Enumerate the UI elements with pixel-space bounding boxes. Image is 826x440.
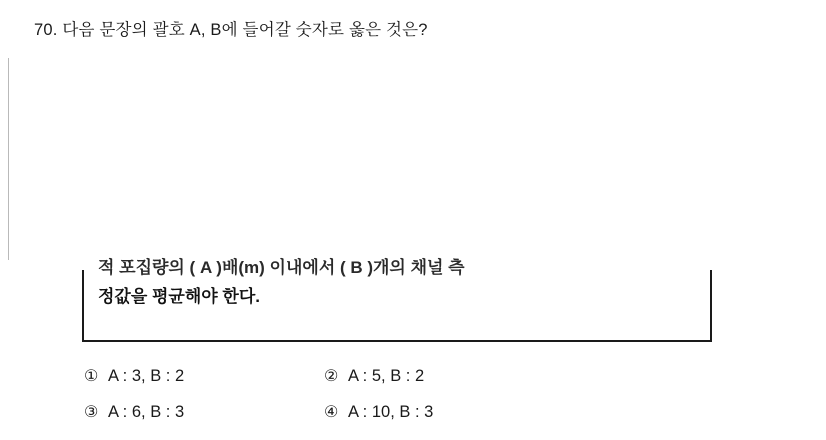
choice-marker-3-icon: ③ <box>84 404 99 421</box>
answer-choices <box>84 358 724 430</box>
statement-box-content <box>98 258 698 312</box>
choice-marker-4-icon: ④ <box>324 404 339 421</box>
choice-marker-1-icon: ① <box>84 368 99 385</box>
page-left-rule <box>8 58 9 260</box>
statement-line-1-text: 적 포집량의 ( A )배(m) 이내에서 ( B )개의 채널 측 <box>98 258 465 277</box>
question-stem: 70. 다음 문장의 괄호 A, B에 들어갈 숫자로 옳은 것은? <box>34 21 428 39</box>
choice-row <box>84 394 724 430</box>
statement-box <box>82 258 712 342</box>
choice-label-4: A : 10, B : 3 <box>348 402 434 421</box>
choice-label-3: A : 6, B : 3 <box>108 402 185 421</box>
statement-line-2: 정값을 평균해야 한다. <box>98 287 260 306</box>
choice-label-1: A : 3, B : 2 <box>108 366 185 385</box>
choice-marker-2-icon: ② <box>324 368 339 385</box>
choice-option-4[interactable] <box>324 402 624 422</box>
choice-option-1[interactable] <box>84 366 324 386</box>
choice-label-2: A : 5, B : 2 <box>348 366 425 385</box>
statement-line-1 <box>98 258 698 282</box>
choice-row <box>84 358 724 394</box>
choice-option-3[interactable] <box>84 402 324 422</box>
choice-option-2[interactable] <box>324 366 624 386</box>
